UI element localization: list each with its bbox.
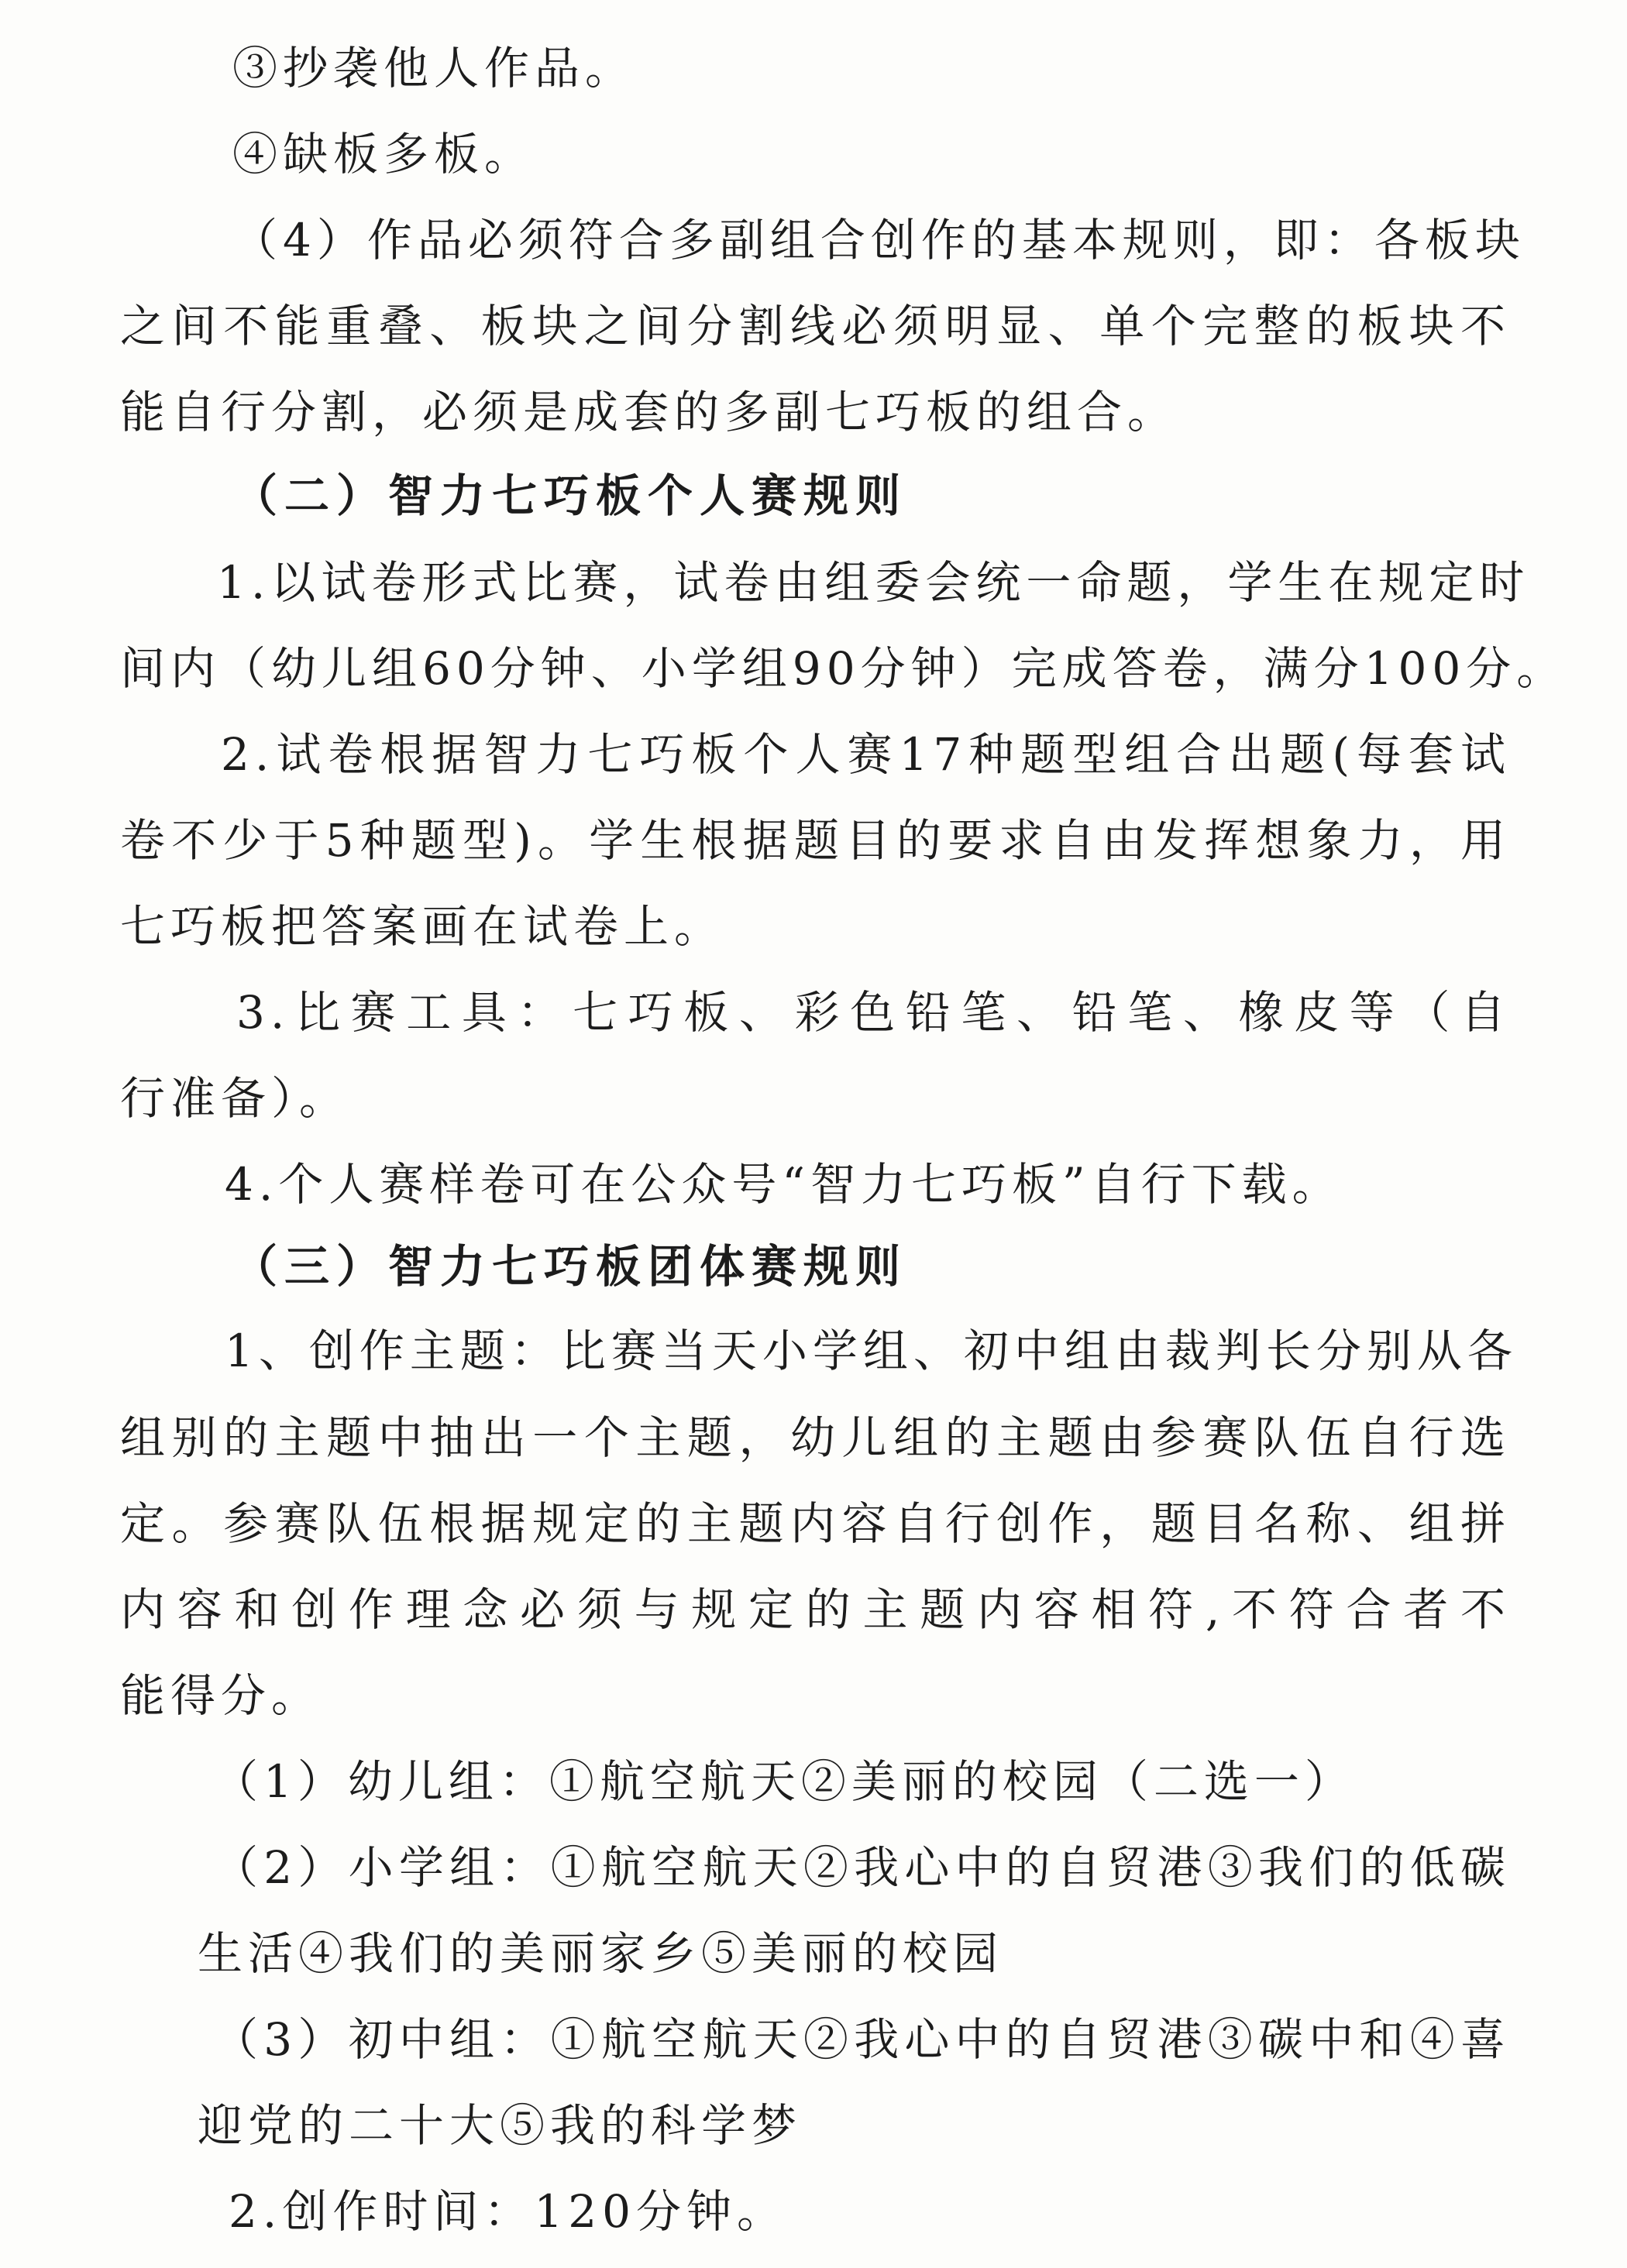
- text-line: 生活④我们的美丽家乡⑤美丽的校园: [198, 1927, 1004, 1980]
- text-line: ③抄袭他人作品。: [232, 42, 636, 94]
- text-line: ④缺板多板。: [232, 128, 535, 180]
- text-line: 4.个人赛样卷可在公众号“智力七巧板”自行下载。: [225, 1158, 1343, 1211]
- text-line: （2）小学组：①航空航天②我心中的自贸港③我们的低碳: [213, 1841, 1511, 1894]
- text-line: 3.比赛工具：七巧板、彩色铅笔、铅笔、橡皮等（自: [236, 986, 1511, 1039]
- text-line: （3）初中组：①航空航天②我心中的自贸港③碳中和④喜: [213, 2013, 1511, 2066]
- section-heading: （二）智力七巧板个人赛规则: [232, 469, 908, 522]
- text-line: 组别的主题中抽出一个主题，幼儿组的主题由参赛队伍自行选: [120, 1411, 1511, 1464]
- text-line: 2.试卷根据智力七巧板个人赛17种题型组合出题(每套试: [221, 728, 1511, 781]
- text-line: 卷不少于5种题型)。学生根据题目的要求自由发挥想象力，用: [120, 814, 1511, 867]
- text-line: 迎党的二十大⑤我的科学梦: [198, 2099, 803, 2152]
- text-line: 内容和创作理念必须与规定的主题内容相符,不符合者不: [120, 1583, 1511, 1636]
- section-heading: （三）智力七巧板团体赛规则: [232, 1240, 908, 1293]
- text-line: 1、创作主题：比赛当天小学组、初中组由裁判长分别从各: [225, 1325, 1518, 1377]
- text-line: （4）作品必须符合多副组合创作的基本规则，即：各板块: [232, 214, 1526, 266]
- text-line: 行准备）。: [120, 1072, 350, 1125]
- text-line: 2.创作时间：120分钟。: [229, 2185, 788, 2238]
- text-line: 能自行分割，必须是成套的多副七巧板的组合。: [120, 386, 1178, 438]
- text-line: （1）幼儿组：①航空航天②美丽的校园（二选一）: [213, 1755, 1355, 1808]
- text-line: 之间不能重叠、板块之间分割线必须明显、单个完整的板块不: [120, 300, 1511, 352]
- text-line: 能得分。: [120, 1669, 322, 1722]
- text-line: 间内（幼儿组60分钟、小学组90分钟）完成答卷，满分100分。: [120, 642, 1567, 695]
- text-line: 定。参赛队伍根据规定的主题内容自行创作，题目名称、组拼: [120, 1497, 1511, 1550]
- text-line: 1.以试卷形式比赛，试卷由组委会统一命题，学生在规定时: [217, 556, 1530, 609]
- text-line: 七巧板把答案画在试卷上。: [120, 900, 725, 953]
